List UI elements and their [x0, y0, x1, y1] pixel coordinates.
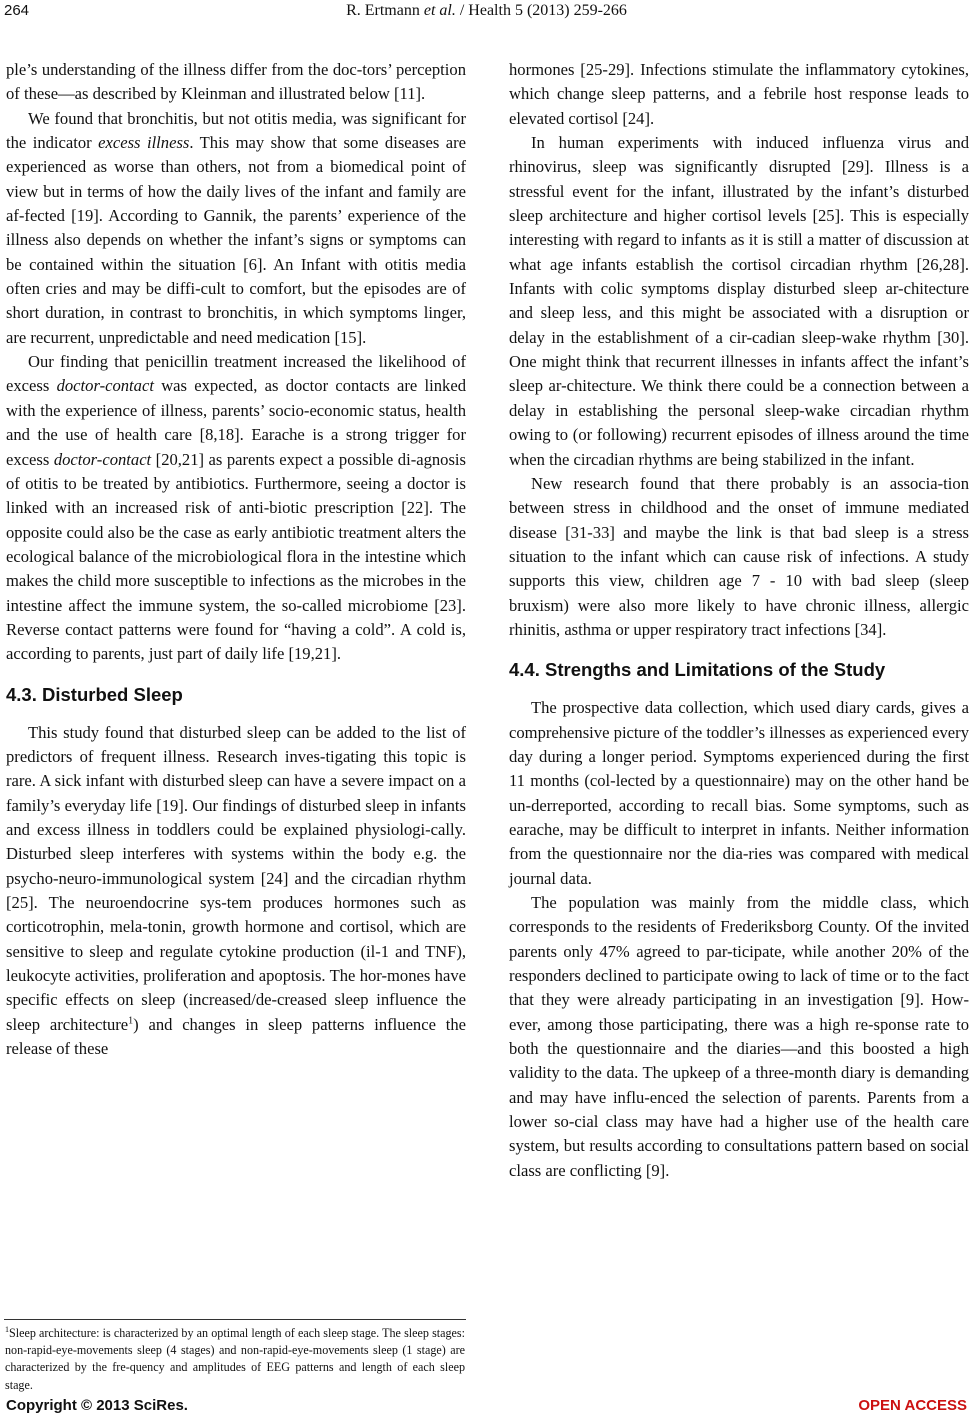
- footnote: [5, 1325, 465, 1394]
- italic-term: doctor-contact: [56, 376, 154, 396]
- running-head: [0, 2, 973, 20]
- paragraph: The population was mainly from the middle class, which corresponds to the residents of Frederiksborg County. Of the invited parents only 47% agreed to par-ticipate, while another 20% of the responders declined to participate owing to lack of time or to the fact that they were already participating in an investigation [9]. How-ever, among those participating, there was a high re-sponse rate to both the questionnaire and the diaries—and this boosted a high validity to the data. The upkeep of a three-month diary is demanding and may have influ-enced the selection of parents. Parents from a lower so-cial class may have had a higher use of the health care system, but results according to consultations pattern based on social class are conflicting [9].: [509, 893, 969, 1180]
- italic-term: excess illness: [98, 133, 190, 153]
- section-heading-4-3: 4.3. Disturbed Sleep: [6, 683, 183, 705]
- copyright-notice: Copyright © 2013 SciRes.: [6, 1397, 188, 1414]
- paragraph: hormones [25-29]. Infections stimulate the inflammatory cytokines, which change sleep patterns, and a febrile host response leads to elevated cortisol [24].: [509, 60, 969, 128]
- footnote-marker: 1: [128, 1015, 134, 1027]
- italic-term: doctor-contact: [53, 449, 152, 469]
- paragraph: New research found that there probably is an associa-tion between stress in childhood and the onset of immune mediated disease [31-33] and maybe the link is that bad sleep is a stress situation to the infant which can cause risk of infections. A study supports this view, children age 7 - 10 with bad sleep (sleep bruxism) were also more likely to have chronic illness, allergic rhinitis, asthma or upper respiratory tract infections [34].: [509, 473, 969, 639]
- page-number: 264: [4, 2, 30, 19]
- left-column: [6, 58, 466, 1061]
- text-run: was expected, as doctor contacts are linked with the experience of illness, parents’ socio-economic status, health and the use of health care [8,18]. Earache is a strong trigger for excess: [6, 376, 466, 469]
- text-run: We found that bronchitis, but not otitis media, was significant for the indicator: [6, 108, 466, 153]
- paragraph: [6, 721, 466, 1062]
- paragraph: In human experiments with induced influenza virus and rhinovirus, sleep was significantly disrupted [29]. Illness is a stressful event for the infant, illustrated by the infant’s disturbed sleep architecture and higher cortisol levels [25]. This is especially interesting with regard to infants as it is still a matter of discussion at what age infants establish the cortisol circadian rhythm [26,28]. Infants with colic symptoms display disturbed sleep ar-chitecture and sleep less, and this might be associated with a disruption or delay in the establishment of a cir-cadian sleep-wake rhythm [30]. One might think that recurrent illnesses in infants affect the infant’s sleep ar-chitecture. We think there could be a connection between a delay in establishing the personal sleep-wake circadian rhythm owing to (or following) recurrent episodes of illness around the time when the circadian rhythms are being stabilized in the infant.: [509, 133, 969, 469]
- running-head-citation: / Health 5 (2013) 259-266: [455, 2, 627, 19]
- footnote-marker: 1: [5, 1324, 9, 1334]
- paragraph: ple’s understanding of the illness differ from the doc-tors’ perception of these—as described by Kleinman and illustrated below [11].: [6, 60, 466, 104]
- open-access-label: OPEN ACCESS: [858, 1397, 967, 1414]
- text-run: . This may show that some diseases are experienced as worse than others, not from a biomedical point of view but in terms of how the daily lives of the infant and family are af-fected [19]. According to Gannik, the parents’ experience of the illness also depends on whether the infant’s signs or symptoms can be contained within the situation [6]. An Infant with otitis media often cries and may be diffi-cult to comfort, but the episodes are of short duration, in contrast to bronchitis, in which symptoms linger, are recurrent, unpredictable and need medication [15].: [6, 133, 466, 347]
- paragraph: [6, 350, 466, 666]
- section-heading-4-4: 4.4. Strengths and Limitations of the Study: [509, 659, 886, 681]
- text-run: [20,21] as parents expect a possible di-agnosis of otitis to be treated by antibiotics. Furthermore, seeing a doctor is linked with an increased risk of anti-biotic prescription [22]. The opposite could also be the case as early antibiotic treatment alters the ecological balance of the microbiological flora in the intestine which makes the child more susceptible to infections as the microbes in the intestine affect the immune system, the so-called microbiome [23]. Reverse contact patterns were found for “having a cold”. A cold is, according to parents, just part of daily life [19,21].: [6, 449, 467, 664]
- text-run: Our finding that penicillin treatment increased the likelihood of excess: [6, 352, 466, 396]
- paragraph: The prospective data collection, which used diary cards, gives a comprehensive picture of the toddler’s illnesses as experienced every day during a longer period. Symptoms experienced during the first 11 months (col-lected by a questionnaire) may on the other hand be un-derreported, according to recall bias. Some symptoms, such as earache, may be difficult to interpret in infants. Neither information from the questionnaire nor the dia-ries was compared with medical journal data.: [509, 698, 969, 888]
- text-run: This study found that disturbed sleep can be added to the list of predictors of frequent illness. Research inves-tigating this topic is rare. A sick infant with disturbed sleep can have a severe impact on a family’s everyday life [19]. Our findings of disturbed sleep in infants and excess illness in toddlers could be explained physiologi-cally. Disturbed sleep interferes with systems within the body e.g. the psycho-neuro-immunological system [24] and the circadian rhythm [25]. The neuroendocrine sys-tem produces hormones such as corticotrophin, mela-tonin, growth hormone and cortisol, which are sensitive to sleep and regulate cytokine production (il-1 and TNF), leukocyte activities, proliferation and apoptosis. The hor-mones have specific effects on sleep (increased/de-creased sleep influence the sleep architecture: [6, 722, 466, 1034]
- paragraph: [6, 107, 466, 350]
- text-run: ) and changes in sleep patterns influence the release of these: [6, 1014, 466, 1059]
- footnote-divider: [4, 1319, 466, 1320]
- right-column: [509, 58, 969, 1183]
- running-head-etal: et al.: [423, 2, 456, 19]
- running-head-authors: R. Ertmann: [346, 2, 424, 19]
- footnote-text: Sleep architecture: is characterized by an optimal length of each sleep stage. The sleep stages: non-rapid-eye-movements sleep (4 stages) and non-rapid-eye-movements sleep (1 stage) are characterized by the fre-quency and amplitudes of EEG patterns and length of each sleep stage.: [5, 1326, 465, 1392]
